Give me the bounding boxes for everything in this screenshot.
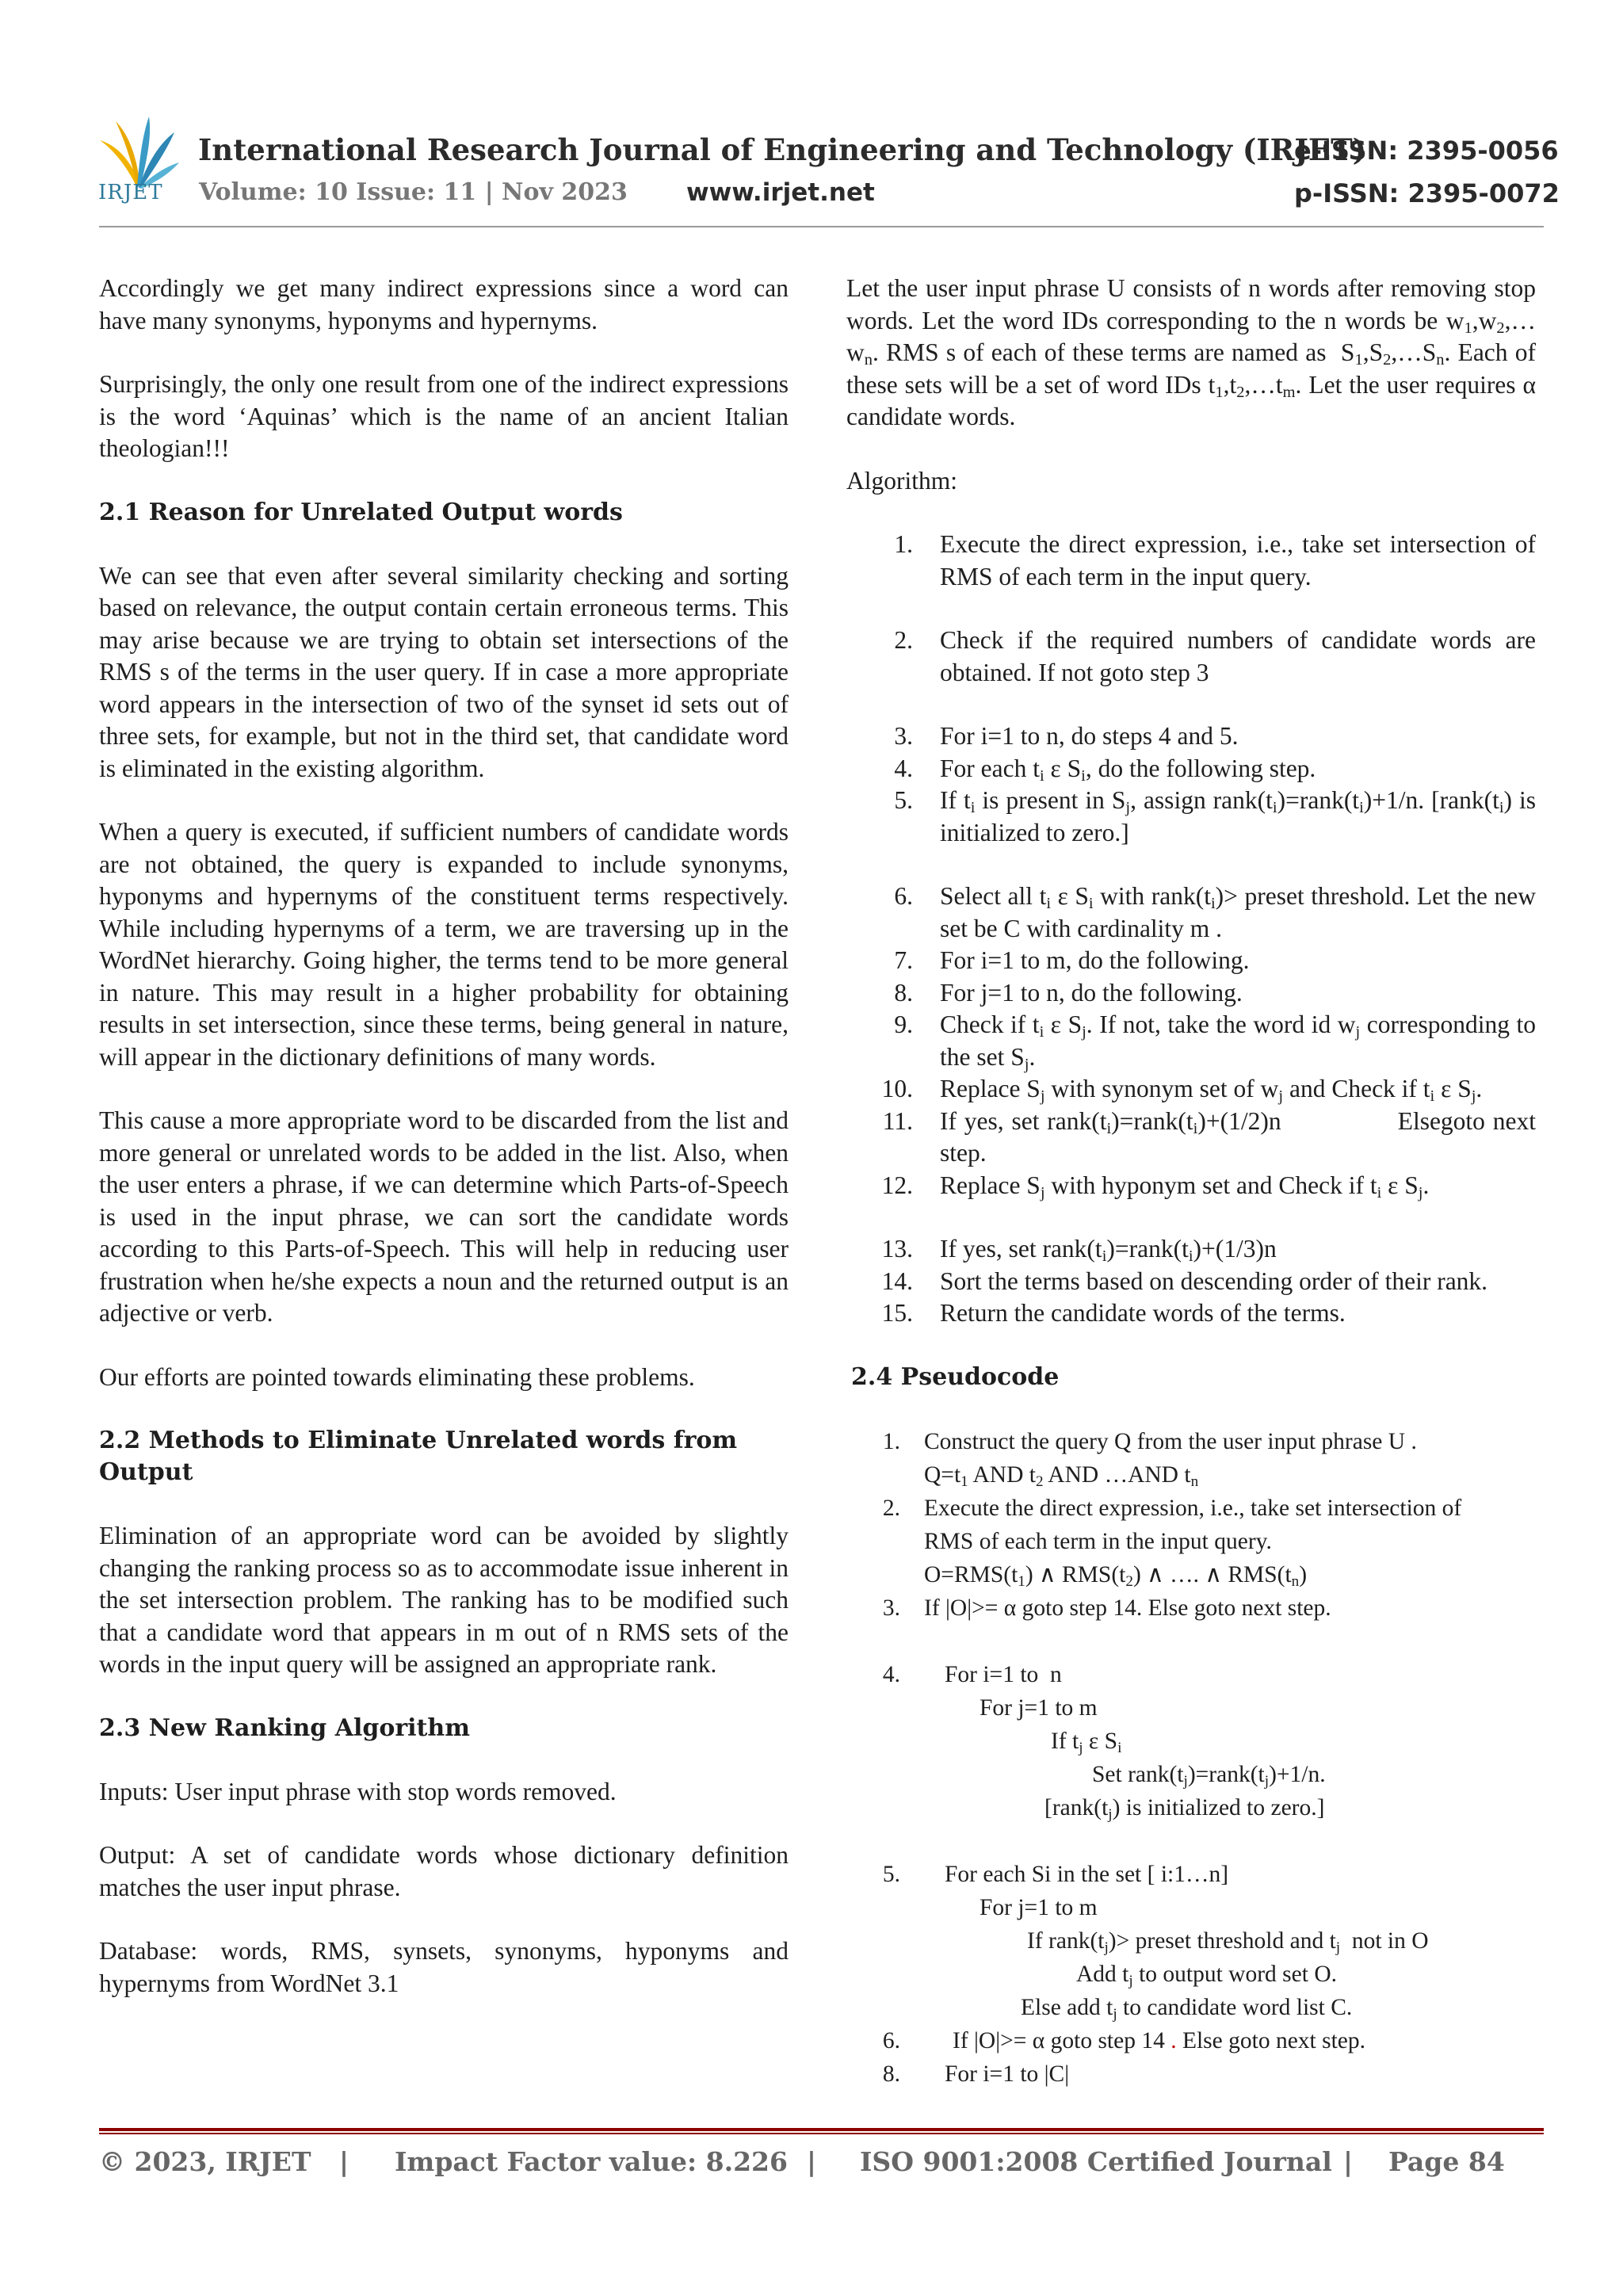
journal-title: International Research Journal of Engineering and Technology (IRJET): [198, 132, 1367, 167]
logo-text: IRJET: [98, 181, 163, 204]
spacer: [846, 1625, 1536, 1658]
list-item: 15. Return the candidate words of the terms.: [881, 1299, 1346, 1327]
list-item: 4. For each $t_i$ ε $S_i$, do the following step.: [894, 754, 1316, 785]
list-item: 13. If yes, set $rank(t_i)=rank(t_i)+(1/3)n$: [881, 1235, 1277, 1266]
left-column: [99, 273, 789, 2000]
spacer: [846, 1824, 1536, 1858]
pseudo-line: $Q=t_1$ AND $t_2$ AND …AND $t_n$: [924, 1461, 1199, 1490]
section-heading-2-1: 2.1 Reason for Unrelated Output words: [99, 498, 623, 526]
list-item: 8. For j=1 to n, do the following.: [894, 978, 1243, 1007]
list-item: 9. Check if $t_i$ ε $S_j$. If not, take the word id $w_j$ corresponding to the set $S_j$.: [894, 1010, 1536, 1073]
leaf-logo-icon: [94, 115, 181, 190]
pseudo-line: 4. For i=1 to n: [882, 1661, 1062, 1687]
pseudo-line: Set $rank(t_j)=rank(t_j)+1/n$.: [1092, 1761, 1326, 1790]
pseudo-line: 6. If |O|>= α goto step 14 . Else goto next step.: [882, 2027, 1366, 2053]
paragraph: When a query is executed, if sufficient numbers of candidate words are not obtained, the query is expanded to include synonyms, hyponyms and hypernyms of the constituent terms respectively. While including hypernyms of a term, we are traversing up in the WordNet hierarchy. Going higher, the terms tend to be more general in nature. This may result in a higher probability for obtaining results in set intersection, since these terms, being general in nature, will appear in the dictionary definitions of many words.: [99, 818, 789, 1071]
spacer: [846, 1201, 1536, 1233]
pseudo-line: Add $t_j$ to output word set O.: [1076, 1961, 1337, 1989]
pseudo-line: 3. If |O|>= α goto step 14. Else goto next step.: [882, 1595, 1331, 1621]
footer-divider: [99, 2128, 1544, 2131]
footer-separator: |: [339, 2146, 349, 2177]
right-column: [846, 273, 1536, 2091]
footer-separator: |: [807, 2146, 817, 2177]
list-item: 14. Sort the terms based on descending order of their rank.: [881, 1266, 1488, 1295]
list-item: 5. If $t_i$ is present in $S_j$, assign $rank(t_i)=rank(t_i)+1/n$. [$rank(t_i)$ is initialized to zero.]: [894, 786, 1537, 846]
section-heading-2-2: 2.2 Methods to Eliminate Unrelated words from Output: [99, 1427, 738, 1486]
list-item: 6. Select all $t_i$ ε $S_i$ with $rank(t_i)>$ preset threshold. Let the new set be C with cardinality m .: [894, 882, 1537, 942]
header-divider: [99, 226, 1544, 227]
p-issn: p-ISSN: 2395-0072: [1294, 178, 1560, 208]
list-item: 7. For i=1 to m, do the following.: [894, 946, 1250, 974]
pseudocode-block: [846, 1425, 1536, 2091]
paragraph: We can see that even after several similarity checking and sorting based on relevance, the output contain certain erroneous terms. This may arise because we are trying to obtain set intersections of the RMS s of the terms in the user query. If in case a more appropriate word appears in the intersection of two of the synset id sets out of three sets, for example, but not in the third set, that candidate word is eliminated in the existing algorithm.: [99, 561, 789, 782]
e-issn: e-ISSN: 2395-0056: [1294, 136, 1559, 166]
pseudo-line: 1. Construct the query Q from the user input phrase U .: [882, 1428, 1417, 1454]
list-item: 12. Replace $S_j$ with hyponym set and Check if $t_i$ ε $S_j$.: [881, 1171, 1430, 1201]
pseudo-line: If $rank(t_j)>$ preset threshold and $t_j$ not in O: [1027, 1927, 1429, 1956]
footer-separator: |: [1343, 2146, 1354, 2177]
footer-divider: [99, 2133, 1544, 2134]
pseudo-line: RMS of each term in the input query.: [924, 1528, 1272, 1554]
pseudo-line: For j=1 to m: [980, 1894, 1098, 1920]
algorithm-steps: [846, 529, 1536, 1330]
paragraph: Surprisingly, the only one result from one of the indirect expressions is the word ‘Aquinas’ which is the name of an ancient Italian theologian!!!: [99, 370, 789, 462]
volume-issue: Volume: 10 Issue: 11 | Nov 2023: [199, 178, 628, 206]
pseudo-line: $O=RMS(t_1)$ ∧ $RMS(t_2)$ ∧ …. ∧ $RMS(t_n)$: [924, 1561, 1308, 1590]
pseudo-line: 5. For each Si in the set [ i:1…n]: [882, 1861, 1229, 1887]
list-item: 10. Replace $S_j$ with synonym set of $w_j$ and Check if $t_i$ ε $S_j$.: [881, 1075, 1483, 1106]
spacer: [846, 593, 1536, 625]
footer-page-number: Page 84: [1388, 2146, 1505, 2177]
list-item: 2. Check if the required numbers of candidate words are obtained. If not goto step 3: [894, 626, 1536, 686]
paragraph-user-input: Let the user input phrase U consists of n words after removing stop words. Let the word IDs corresponding to the n words be $w_1,w_2,\dots w_n$. RMS s of each of these terms are named as $S_1,S_2,\dots S_n$. Each of these sets will be a set of word IDs $t_1,t_2,\dots t_m$. Let the user requires α candidate words.: [846, 274, 1536, 430]
paragraph: Accordingly we get many indirect expressions since a word can have many synonyms, hyponyms and hypernyms.: [99, 274, 789, 334]
output-line: Output: A set of candidate words whose dictionary definition matches the user input phrase.: [99, 1841, 789, 1901]
pseudo-line: For j=1 to m: [980, 1694, 1098, 1721]
footer-impact-factor: Impact Factor value: 8.226: [395, 2146, 788, 2177]
spacer: [846, 849, 1536, 881]
section-heading-2-4: 2.4 Pseudocode: [851, 1362, 1060, 1391]
pseudo-line: 2. Execute the direct expression, i.e., take set intersection of: [882, 1495, 1462, 1521]
paragraph: This cause a more appropriate word to be discarded from the list and more general or unrelated words to be added in the list. Also, when the user enters a phrase, if we can determine which Parts-of-Speech is used in the input phrase, we can sort the candidate words according to this Parts-of-Speech. This will help in reducing user frustration when he/she expects a noun and the returned output is an adjective or verb.: [99, 1106, 789, 1327]
list-item: 11. If yes, set $rank(t_i)=rank(t_i)+(1/2)n$ Elsegoto next step.: [882, 1106, 1536, 1167]
algorithm-label: Algorithm:: [846, 466, 957, 495]
list-item: 3. For i=1 to n, do steps 4 and 5.: [894, 722, 1239, 750]
footer-iso: ISO 9001:2008 Certified Journal: [860, 2146, 1332, 2177]
pseudo-line: [$rank(t_j)$ is initialized to zero.]: [1044, 1794, 1325, 1823]
spacer: [846, 689, 1536, 720]
paragraph: Elimination of an appropriate word can be avoided by slightly changing the ranking process so as to accommodate issue inherent in the set intersection problem. The ranking has to be modified such that a candidate word that appears in m out of n RMS sets of the words in the input query will be assigned an appropriate rank.: [99, 1522, 789, 1678]
section-heading-2-3: 2.3 New Ranking Algorithm: [99, 1713, 470, 1742]
list-item: 1. Execute the direct expression, i.e., take set intersection of RMS of each term in the input query.: [894, 530, 1536, 590]
database-line: Database: words, RMS, synsets, synonyms, hyponyms and hypernyms from WordNet 3.1: [99, 1937, 789, 1997]
pseudo-line: 8. For i=1 to |C|: [882, 2061, 1070, 2087]
website-link[interactable]: www.irjet.net: [686, 178, 875, 207]
paragraph: Our efforts are pointed towards eliminating these problems.: [99, 1362, 695, 1391]
pseudo-line: Else add $t_j$ to candidate word list C.: [1021, 1994, 1353, 2023]
footer-copyright: © 2023, IRJET: [99, 2146, 311, 2177]
inputs-line: Inputs: User input phrase with stop words removed.: [99, 1777, 617, 1805]
pseudo-line: If $t_j$ ε $S_i$: [1051, 1728, 1122, 1756]
